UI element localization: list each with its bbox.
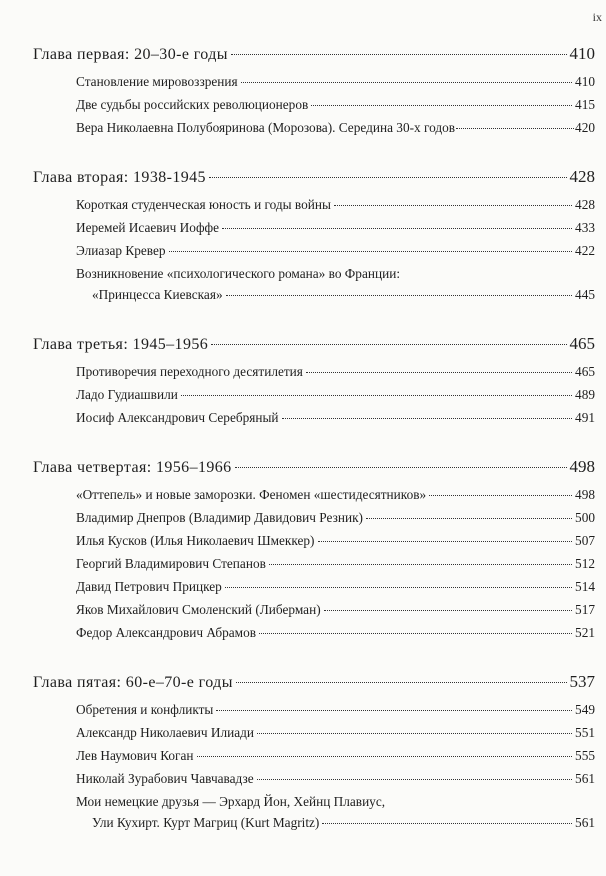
entry-title-line-2: Ули Кухирт. Курт Магриц (Kurt Magritz) xyxy=(92,815,320,830)
dot-leader xyxy=(222,228,572,229)
toc-entry[interactable] xyxy=(76,487,595,510)
entry-page: 415 xyxy=(575,97,595,112)
chapter-heading[interactable] xyxy=(33,334,595,358)
entry-title-line-2: «Принцесса Киевская» xyxy=(92,287,223,302)
toc-entry[interactable] xyxy=(76,197,595,220)
entry-title: Георгий Владимирович Степанов xyxy=(76,556,266,571)
entry-page: 445 xyxy=(575,287,595,302)
entry-title-line-1: Возникновение «психологического романа» во Франции: xyxy=(76,266,401,281)
entry-title: Вера Николаевна Полубояринова (Морозова). Середина 30-х годов xyxy=(76,120,456,135)
table-of-contents xyxy=(33,44,595,862)
dot-leader xyxy=(282,418,573,419)
entry-title: Противоречия переходного десятилетия xyxy=(76,364,303,379)
chapter-heading[interactable] xyxy=(33,44,595,68)
chapter-title: Глава первая: 20–30-е годы xyxy=(33,46,228,63)
entry-page: 500 xyxy=(575,510,595,525)
entry-title: Ладо Гудиашвили xyxy=(76,387,178,402)
toc-entry[interactable] xyxy=(76,702,595,725)
entry-page: 491 xyxy=(575,410,595,425)
dot-leader xyxy=(257,779,572,780)
toc-entry-multiline[interactable] xyxy=(76,794,595,838)
entry-page: 521 xyxy=(575,625,595,640)
dot-leader xyxy=(269,564,572,565)
entry-page: 410 xyxy=(575,74,595,89)
entry-page: 517 xyxy=(575,602,595,617)
chapter-1 xyxy=(33,44,595,143)
toc-entry[interactable] xyxy=(76,120,595,143)
toc-entry[interactable] xyxy=(76,510,595,533)
chapter-title: Глава вторая: 1938-1945 xyxy=(33,169,206,186)
chapter-page: 410 xyxy=(569,44,595,63)
chapter-heading[interactable] xyxy=(33,672,595,696)
toc-entry[interactable] xyxy=(76,579,595,602)
dot-leader xyxy=(211,344,566,345)
toc-entry[interactable] xyxy=(76,220,595,243)
entry-page: 428 xyxy=(575,197,595,212)
chapter-title: Глава третья: 1945–1956 xyxy=(33,336,209,353)
entry-page: 549 xyxy=(575,702,595,717)
dot-leader xyxy=(334,205,572,206)
chapter-heading[interactable] xyxy=(33,167,595,191)
chapter-title: Глава четвертая: 1956–1966 xyxy=(33,459,232,476)
chapter-page: 498 xyxy=(569,457,595,476)
dot-leader xyxy=(306,372,572,373)
chapter-page: 537 xyxy=(569,672,595,691)
entry-page: 507 xyxy=(575,533,595,548)
dot-leader xyxy=(216,710,572,711)
dot-leader xyxy=(236,682,567,683)
chapter-4 xyxy=(33,457,595,648)
toc-entry[interactable] xyxy=(76,602,595,625)
chapter-heading[interactable] xyxy=(33,457,595,481)
toc-entry[interactable] xyxy=(76,556,595,579)
entry-title: Давид Петрович Прицкер xyxy=(76,579,222,594)
entry-title: Яков Михайлович Смоленский (Либерман) xyxy=(76,602,321,617)
toc-entry[interactable] xyxy=(76,97,595,120)
entry-title-line-2-row xyxy=(76,815,595,838)
entry-title: Обретения и конфликты xyxy=(76,702,214,717)
toc-entry[interactable] xyxy=(76,243,595,266)
dot-leader xyxy=(324,610,572,611)
entry-title: Становление мировоззрения xyxy=(76,74,238,89)
chapter-page: 465 xyxy=(569,334,595,353)
chapter-page: 428 xyxy=(569,167,595,186)
toc-entry[interactable] xyxy=(76,771,595,794)
dot-leader xyxy=(226,295,572,296)
chapter-5 xyxy=(33,672,595,838)
chapter-2 xyxy=(33,167,595,310)
toc-entry[interactable] xyxy=(76,74,595,97)
entry-title: Лев Наумович Коган xyxy=(76,748,194,763)
dot-leader xyxy=(366,518,572,519)
entry-title: Александр Николаевич Илиади xyxy=(76,725,255,740)
toc-entry[interactable] xyxy=(76,533,595,556)
dot-leader xyxy=(241,82,572,83)
toc-entry[interactable] xyxy=(76,387,595,410)
toc-entry[interactable] xyxy=(76,410,595,433)
dot-leader xyxy=(181,395,572,396)
toc-entry[interactable] xyxy=(76,748,595,771)
chapter-title: Глава пятая: 60-е–70-е годы xyxy=(33,674,233,691)
dot-leader xyxy=(322,823,572,824)
dot-leader xyxy=(235,467,567,468)
dot-leader xyxy=(429,495,572,496)
dot-leader xyxy=(257,733,572,734)
entry-title: Иеремей Исаевич Иоффе xyxy=(76,220,219,235)
toc-entry[interactable] xyxy=(76,725,595,748)
entry-page: 561 xyxy=(575,815,595,830)
entry-page: 489 xyxy=(575,387,595,402)
page-number: ix xyxy=(592,10,602,24)
entry-page: 420 xyxy=(575,120,595,135)
entry-title: Владимир Днепров (Владимир Давидович Резник) xyxy=(76,510,363,525)
entry-page: 561 xyxy=(575,771,595,786)
entry-title: «Оттепель» и новые заморозки. Феномен «шестидесятников» xyxy=(76,487,427,502)
entry-page: 498 xyxy=(575,487,595,502)
dot-leader xyxy=(225,587,572,588)
toc-entry[interactable] xyxy=(76,364,595,387)
toc-entry-multiline[interactable] xyxy=(76,266,595,310)
entry-title: Федор Александрович Абрамов xyxy=(76,625,257,640)
entry-page: 422 xyxy=(575,243,595,258)
dot-leader xyxy=(197,756,573,757)
entry-title: Две судьбы российских революционеров xyxy=(76,97,309,112)
toc-entry[interactable] xyxy=(76,625,595,648)
entry-page: 555 xyxy=(575,748,595,763)
chapter-3 xyxy=(33,334,595,433)
entry-title: Элиазар Кревер xyxy=(76,243,166,258)
entry-page: 551 xyxy=(575,725,595,740)
dot-leader xyxy=(169,251,572,252)
dot-leader xyxy=(318,541,573,542)
entry-page: 465 xyxy=(575,364,595,379)
dot-leader xyxy=(311,105,572,106)
dot-leader xyxy=(209,177,567,178)
entry-title: Николай Зурабович Чавчавадзе xyxy=(76,771,254,786)
dot-leader xyxy=(231,54,567,55)
dot-leader xyxy=(259,633,572,634)
entry-page: 512 xyxy=(575,556,595,571)
entry-title: Илья Кусков (Илья Николаевич Шмеккер) xyxy=(76,533,315,548)
entry-page: 433 xyxy=(575,220,595,235)
entry-title-line-1: Мои немецкие друзья — Эрхард Йон, Хейнц Плавиус, xyxy=(76,794,386,809)
entry-page: 514 xyxy=(575,579,595,594)
dot-leader xyxy=(456,128,574,129)
entry-title: Иосиф Александрович Серебряный xyxy=(76,410,279,425)
entry-title-line-2-row xyxy=(76,287,595,310)
entry-title: Короткая студенческая юность и годы войны xyxy=(76,197,331,212)
